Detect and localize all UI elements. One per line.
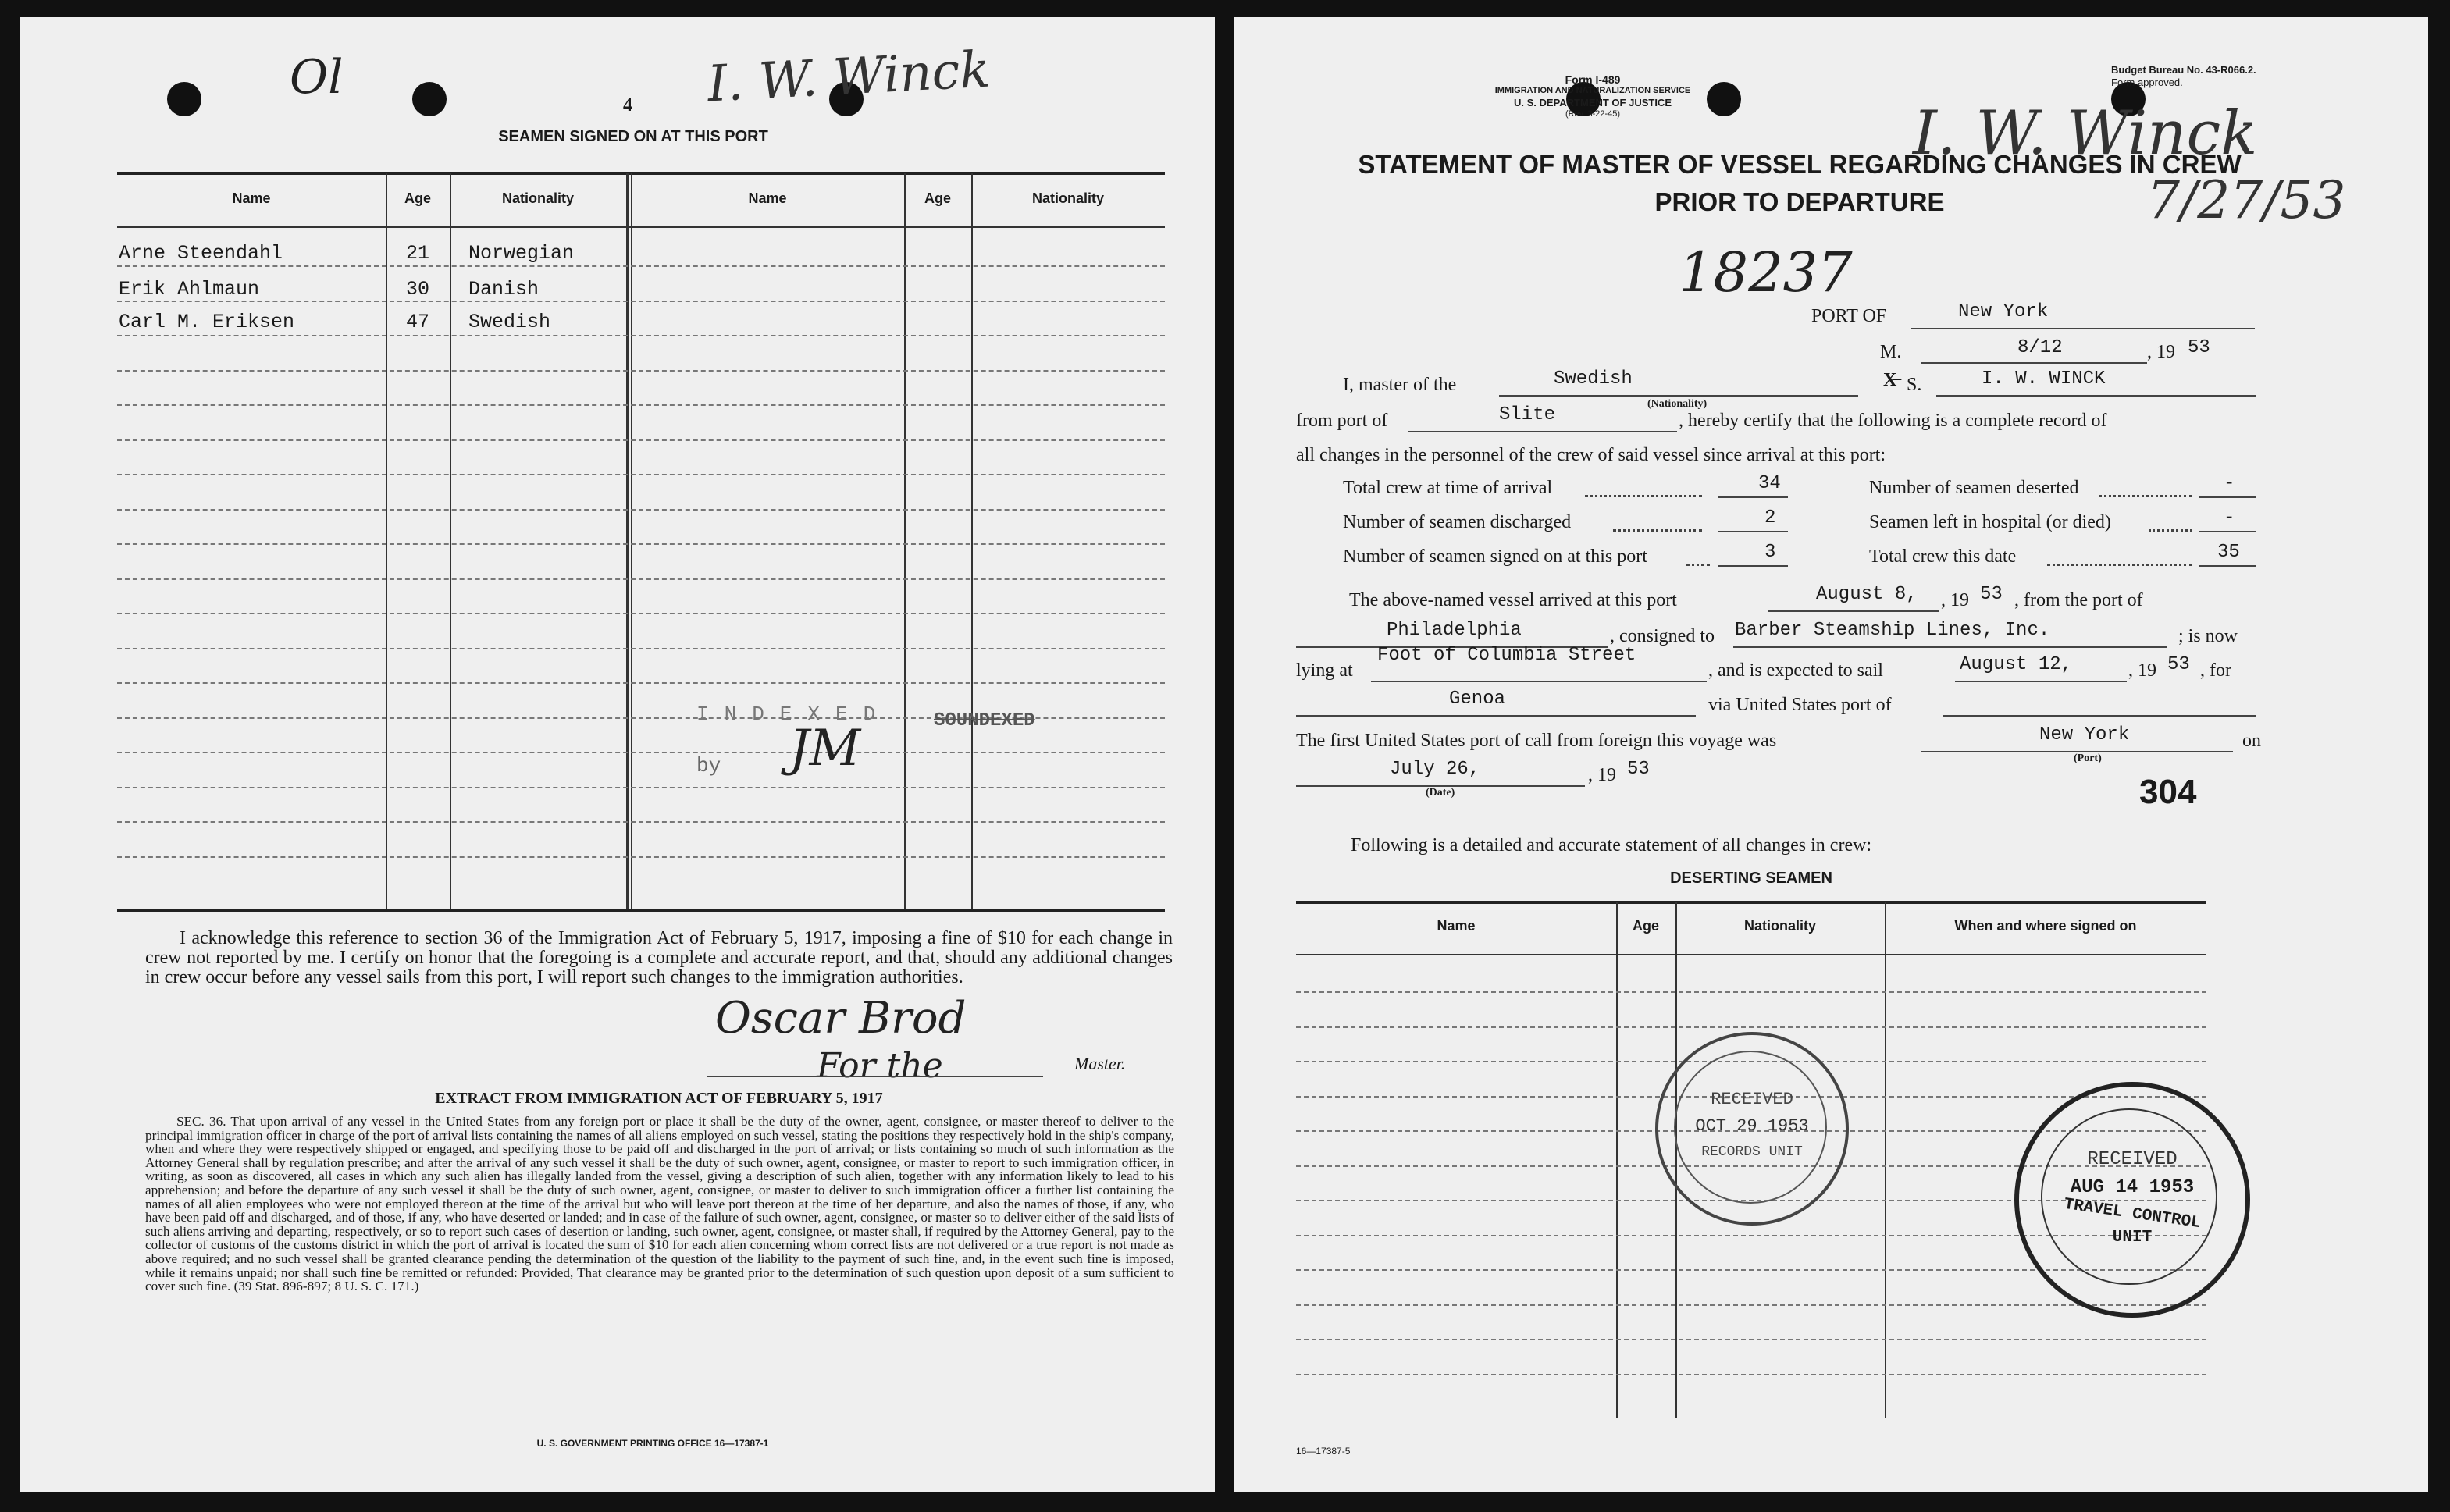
previous-port: Philadelphia	[1387, 620, 1522, 641]
form-title-line-1: STATEMENT OF MASTER OF VESSEL REGARDING CHANGES IN CREW	[1358, 150, 2242, 179]
stamp-number: 304	[2139, 773, 2197, 811]
date-prefix: M.	[1880, 342, 1902, 362]
budget-bureau-number: Budget Bureau No. 43-R066.2.	[2111, 64, 2256, 76]
soundexed-stamp: SOUNDEXED	[934, 710, 1035, 731]
right-page	[1234, 17, 2428, 1492]
sail-year-prefix: , 19	[2128, 660, 2156, 681]
indexed-initials: JM	[789, 720, 861, 777]
lying-at-text: lying at	[1296, 660, 1353, 681]
deserting-column-nationality: Nationality	[1743, 918, 1816, 934]
changes-text: all changes in the personnel of the crew of said vessel since arrival at this port:	[1296, 445, 1886, 465]
rule-line	[117, 265, 1165, 267]
stat-label: Number of seamen deserted	[1869, 478, 2079, 498]
left-page	[20, 17, 1215, 1492]
first-port-text: The first United States port of call from foreign this voyage was	[1296, 731, 1777, 751]
rule-line	[1296, 1304, 2206, 1306]
stamp-line: TRAVEL CONTROL	[2063, 1195, 2202, 1233]
punch-hole	[167, 82, 201, 116]
acknowledgement-text: I acknowledge this reference to section 36 of the Immigration Act of February 5, 1917, imposing a fine of $10 for each change in crew not reported by me. I certify on honor that the foregoing is a complete and accurate report, and that, should any additional changes in crew occur before any vessel sails from this port, I will report such changes to the immigration authorities.	[145, 928, 1173, 987]
nationality-caption: (Nationality)	[1647, 398, 1708, 410]
vessel-name: I. W. WINCK	[1982, 368, 2106, 390]
rule-line	[117, 787, 1165, 788]
stat-value: 2	[1764, 507, 1776, 528]
via-text: via United States port of	[1708, 695, 1892, 715]
stat-label: Seamen left in hospital (or died)	[1869, 512, 2111, 532]
certify-text: , hereby certify that the following is a complete record of	[1679, 411, 2107, 431]
stat-label: Number of seamen signed on at this port	[1343, 546, 1647, 567]
stamp-line: RECEIVED	[1711, 1090, 1793, 1109]
deserting-title: DESERTING SEAMEN	[1670, 870, 1832, 887]
from-port-value: Slite	[1499, 404, 1556, 425]
arrived-year: 53	[1980, 584, 2003, 605]
rule-line	[1296, 1374, 2206, 1375]
handwritten-file-number: 18237	[1679, 240, 1853, 304]
stat-value: 3	[1764, 542, 1776, 563]
column-header-age: Age	[924, 190, 951, 206]
first-port: New York	[2039, 724, 2130, 745]
table-top-border	[117, 172, 1165, 175]
nationality-value: Swedish	[1554, 368, 1633, 390]
page-number: 4	[623, 95, 632, 116]
rule-line	[117, 439, 1165, 441]
stamp-line: OCT 29 1953	[1695, 1116, 1809, 1136]
seaman-name: Carl M. Eriksen	[119, 311, 295, 333]
stamp-line: AUG 14 1953	[2070, 1177, 2195, 1198]
rule-line	[117, 613, 1165, 614]
seaman-age: 47	[406, 311, 430, 333]
printing-office: U. S. GOVERNMENT PRINTING OFFICE 16—17387-1	[536, 1438, 769, 1449]
stat-value: 35	[2217, 542, 2240, 563]
from-port-label: from port of	[1296, 411, 1388, 431]
seaman-name: Arne Steendahl	[119, 242, 283, 265]
consignee: Barber Steamship Lines, Inc.	[1735, 620, 2050, 641]
rule-line	[117, 578, 1165, 580]
port-of-value: New York	[1958, 301, 2049, 322]
port-caption: (Port)	[2074, 752, 2102, 764]
destination: Genoa	[1449, 688, 1506, 710]
year-prefix: , 19	[2147, 342, 2175, 362]
following-text: Following is a detailed and accurate statement of all changes in crew:	[1351, 835, 1872, 856]
stat-label: Number of seamen discharged	[1343, 512, 1572, 532]
consigned-text: , consigned to	[1610, 626, 1715, 646]
sail-year: 53	[2167, 654, 2190, 675]
is-now-text: ; is now	[2178, 626, 2238, 646]
expected-text: , and is expected to sail	[1708, 660, 1883, 681]
port-of-label: PORT OF	[1811, 306, 1887, 326]
seaman-age: 21	[406, 242, 430, 265]
agency-line-1: IMMIGRATION AND NATURALIZATION SERVICE	[1494, 86, 1691, 95]
indexed-by-label: by	[696, 754, 721, 777]
rule-line	[117, 856, 1165, 858]
first-year: 53	[1627, 759, 1650, 780]
received-stamp-records-unit	[1655, 1032, 1849, 1226]
rule-line	[117, 543, 1165, 545]
rule-line	[117, 648, 1165, 649]
deserting-column-signed-on: When and where signed on	[1954, 918, 2137, 934]
column-header-name: Name	[748, 190, 787, 206]
handwritten-mark: Ol	[290, 50, 344, 105]
rule-line	[117, 335, 1165, 336]
handwritten-vessel-name: I. W. Winck	[1913, 98, 2258, 169]
column-header-age: Age	[404, 190, 431, 206]
form-revision: (Rev. 3-22-45)	[1565, 109, 1621, 119]
column-header-nationality: Nationality	[501, 190, 574, 206]
rule-line	[117, 682, 1165, 684]
section-title: SEAMEN SIGNED ON AT THIS PORT	[498, 128, 768, 145]
extract-title: EXTRACT FROM IMMIGRATION ACT OF FEBRUARY 5, 1917	[435, 1090, 883, 1107]
handwritten-vessel-name: I. W. Winck	[706, 41, 992, 114]
seaman-age: 30	[406, 278, 430, 301]
column-header-name: Name	[232, 190, 271, 206]
first-year-prefix: , 19	[1588, 765, 1616, 785]
stat-label: Total crew this date	[1869, 546, 2017, 567]
stamp-line: RECORDS UNIT	[1701, 1144, 1803, 1160]
rule-line	[117, 301, 1165, 302]
stat-value: 34	[1758, 473, 1781, 494]
deserting-column-age: Age	[1632, 918, 1659, 934]
seaman-nationality: Norwegian	[468, 242, 575, 265]
from-port-of-text: , from the port of	[2014, 590, 2143, 610]
rule-line	[1296, 1339, 2206, 1340]
stat-label: Total crew at time of arrival	[1343, 478, 1553, 498]
rule-line	[117, 509, 1165, 511]
stat-value: -	[2224, 473, 2235, 494]
seaman-nationality: Danish	[468, 278, 539, 301]
date-value: 8/12	[2017, 337, 2063, 358]
column-header-nationality: Nationality	[1031, 190, 1104, 206]
agency-line-2: U. S. DEPARTMENT OF JUSTICE	[1514, 97, 1672, 109]
arrived-date: August 8,	[1816, 584, 1918, 605]
rule-line	[117, 821, 1165, 823]
rule-line	[117, 370, 1165, 372]
form-title-line-2: PRIOR TO DEPARTURE	[1654, 187, 1945, 216]
sail-date: August 12,	[1960, 654, 2073, 675]
arrived-text: The above-named vessel arrived at this port	[1349, 590, 1677, 610]
vessel-prefix: S.	[1907, 375, 1922, 395]
form-approved: Form approved.	[2111, 76, 2183, 88]
master-label: Master.	[1074, 1054, 1126, 1073]
master-of-label: I, master of the	[1343, 375, 1457, 395]
rule-line	[1296, 991, 2206, 993]
footer-code: 16—17387-5	[1296, 1446, 1351, 1457]
year-value: 53	[2188, 337, 2210, 358]
master-signature: Oscar Brod	[715, 993, 967, 1044]
form-number: Form I-489	[1565, 73, 1621, 86]
vessel-type-mark: X̶	[1883, 370, 1897, 390]
received-stamp-travel-control	[2014, 1082, 2250, 1318]
rule-line	[117, 474, 1165, 475]
on-text: on	[2242, 731, 2261, 751]
seaman-name: Erik Ahlmaun	[119, 278, 260, 301]
deserting-column-name: Name	[1437, 918, 1476, 934]
stat-value: -	[2224, 507, 2235, 528]
handwritten-date: 7/27/53	[2147, 170, 2346, 230]
extract-text: SEC. 36. That upon arrival of any vessel in the United States from any foreign port or place it shall be the duty of the owner, agent, consignee, or master thereof to deliver to the principal immigration officer in charge of the port of arrival lists containing the names of all aliens employed on such vessel, stating the positions they respectively hold in the ship's company, when and where they were respectively shipped or engaged, and specifying those to be paid off and discharged in the port of arrival; or lists containing so much of such information as the Attorney General shall by regulation prescribe; and after the arrival of any such vessel it shall be the duty of such owner, agent, consignee, or master to report to such immigration officer, in writing, as soon as discovered, all cases in which any such alien has illegally landed from the vessel, giving a description of such alien, together with any information likely to lead to his apprehension; and before the departure of any such vessel it shall be the duty of such owner, agent, consignee, or master to deliver to such immigration officer a further list containing the names of all alien employees who were not employed thereon at the time of the arrival but who will leave port thereon at the time of her departure, and also the names of those, if any, who have been paid off and discharged, and of those, if any, who have deserted or landed; and in case of the failure of such owner, agent, consignee, or master so to deliver either of the said lists of such aliens arriving and departing, respectively, or so to report such cases of desertion or landing, such owner, agent, consignee, or master shall, if required by the Attorney General, pay to the collector of customs of the customs district in which the port of arrival is located the sum of $10 for each alien concerning whom correct lists are not delivered or a true report is not made as above required; and no such vessel shall be granted clearance pending the determination of the question of the liability to the payment of such fine, and, in the event such fine is imposed, while it remains unpaid; nor shall such fine be remitted or refunded: Provided, That clearance may be granted prior to the determination of such question upon deposit of a sum sufficient to cover such fine. (39 Stat. 896-897; 8 U. S. C. 171.)	[145, 1114, 1174, 1294]
stamp-line: UNIT	[2112, 1229, 2153, 1247]
for-text: , for	[2200, 660, 2231, 681]
first-date: July 26,	[1390, 759, 1480, 780]
stamp-line: RECEIVED	[2087, 1149, 2178, 1170]
rule-line	[1296, 1026, 2206, 1028]
rule-line	[117, 404, 1165, 406]
rule-line	[117, 752, 1165, 753]
master-signature-for: For the	[817, 1046, 943, 1086]
seaman-nationality: Swedish	[468, 311, 551, 333]
date-caption: (Date)	[1426, 787, 1455, 799]
lying-at: Foot of Columbia Street	[1377, 645, 1636, 666]
punch-hole	[412, 82, 447, 116]
arrived-year-prefix: , 19	[1941, 590, 1969, 610]
indexed-stamp: INDEXED	[696, 703, 892, 726]
